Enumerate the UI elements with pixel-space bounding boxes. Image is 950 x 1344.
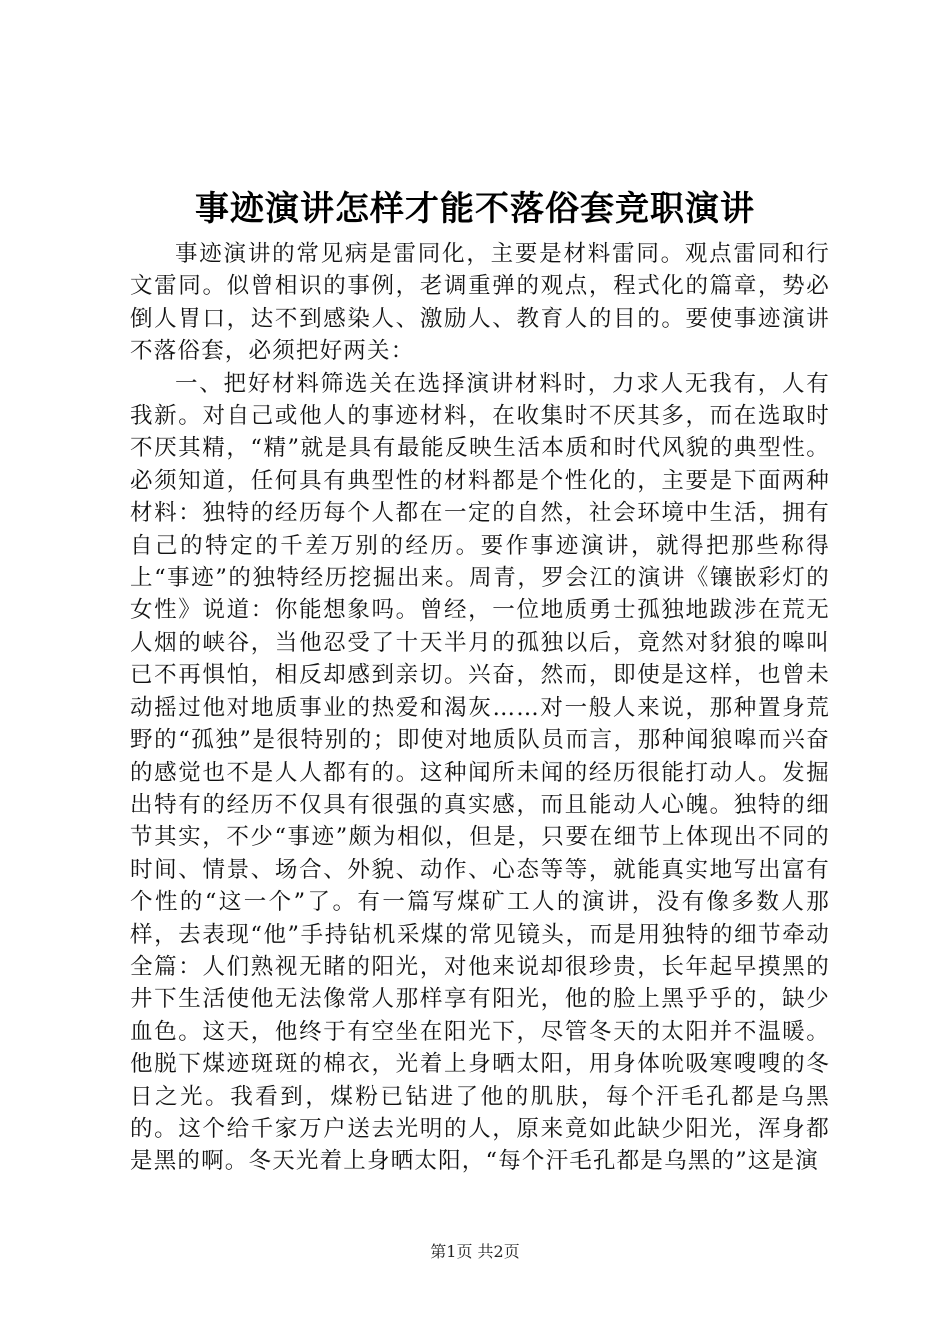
document-body — [130, 238, 830, 1178]
document-title: 事迹演讲怎样才能不落俗套竞职演讲 — [195, 189, 755, 229]
paragraph-intro: 事迹演讲的常见病是雷同化，主要是材料雷同。观点雷同和行文雷同。似曾相识的事例，老调重弹的观点，程式化的篇章，势必倒人胃口，达不到感染人、激励人、教育人的目的。要使事迹演讲不落俗套，必须把好两关： — [130, 241, 830, 365]
page-number-footer: 第1页 共2页 — [430, 1242, 520, 1261]
paragraph-material-selection: 一、把好材料筛选关在选择演讲材料时，力求人无我有，人有我新。对自己或他人的事迹材料，在收集时不厌其多，而在选取时不厌其精，“精”就是具有最能反映生活本质和时代风貌的典型性。必须知道，任何具有典型性的材料都是个性化的，主要是下面两种材料：独特的经历每个人都在一定的自然，社会环境中生活，拥有自己的特定的千差万别的经历。要作事迹演讲，就得把那些称得上“事迹”的独特经历挖掘出来。周青，罗会江的演讲《镶嵌彩灯的女性》说道：你能想象吗。曾经，一位地质勇士孤独地跋涉在荒无人烟的峡谷，当他忍受了十天半月的孤独以后，竟然对豺狼的嗥叫已不再惧怕，相反却感到亲切。兴奋，然而，即使是这样，也曾未动摇过他对地质事业的热爱和渴灰……对一般人来说，那种置身荒野的“孤独”是很特别的；即使对地质队员而言，那种闻狼嗥而兴奋的感觉也不是人人都有的。这种闻所未闻的经历很能打动人。发掘出特有的经历不仅具有很强的真实感，而且能动人心魄。独特的细节其实，不少“事迹”颇为相似，但是，只要在细节上体现出不同的时间、情景、场合、外貌、动作、心态等等，就能真实地写出富有个性的“这一个”了。有一篇写煤矿工人的演讲，没有像多数人那样，去表现“他”手持钻机采煤的常见镜头，而是用独特的细节牵动全篇：人们熟视无睹的阳光，对他来说却很珍贵，长年起早摸黑的井下生活使他无法像常人那样享有阳光，他的脸上黑乎乎的，缺少血色。这天，他终于有空坐在阳光下，尽管冬天的太阳并不温暖。他脱下煤迹斑斑的棉衣，光着上身晒太阳，用身体吮吸寒嗖嗖的冬日之光。我看到，煤粉已钻进了他的肌肤，每个汗毛孔都是乌黑的。这个给千家万户送去光明的人，原来竟如此缺少阳光，浑身都是黑的啊。冬天光着上身晒太阳，“每个汗毛孔都是乌黑的”这是演 — [130, 370, 830, 1175]
